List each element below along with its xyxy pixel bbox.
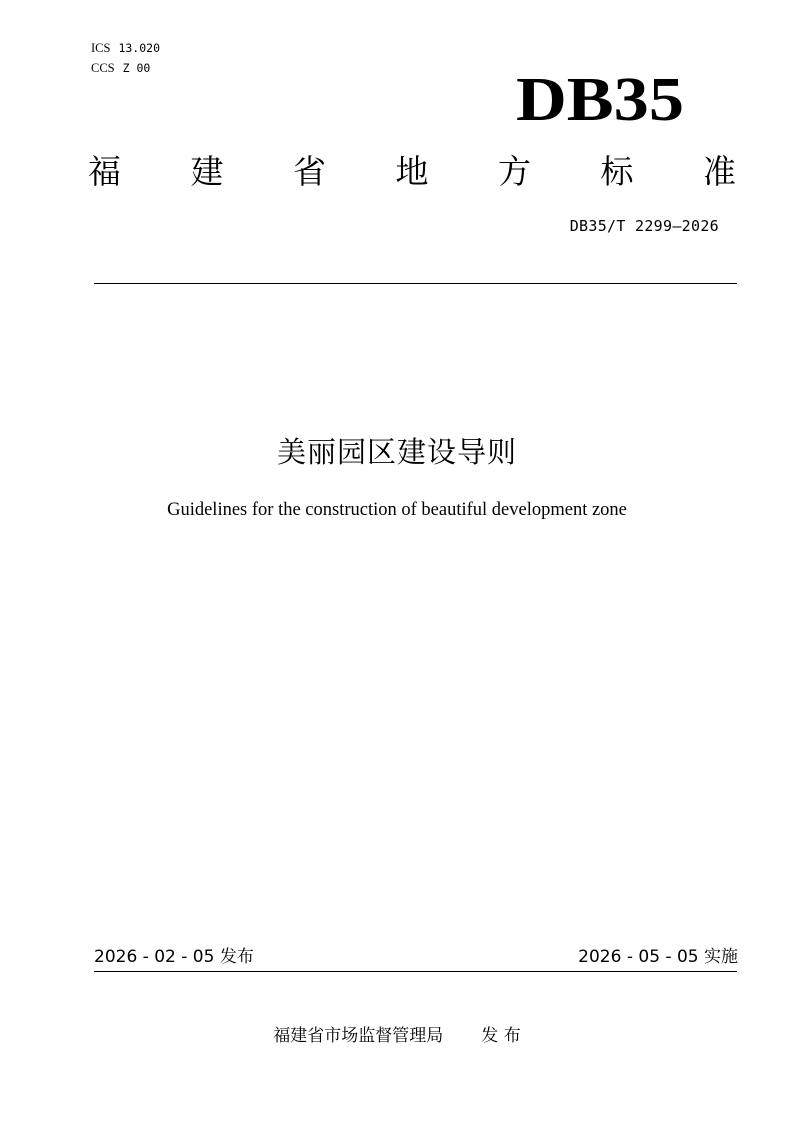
bottom-divider <box>94 971 737 972</box>
document-title-chinese: 美丽园区建设导则 <box>276 435 517 469</box>
issuer-line <box>0 1024 794 1048</box>
ics-row <box>91 38 160 58</box>
ics-value: 13.020 <box>118 41 160 55</box>
top-divider <box>94 283 737 284</box>
publish-date: 2026 - 02 - 05 发布 <box>94 947 254 967</box>
standard-type-char: 准 <box>703 152 736 191</box>
document-title-english: Guidelines for the construction of beautiful development zone <box>167 500 627 520</box>
standard-number: DB35/T 2299—2026 <box>569 217 719 235</box>
issuer-name: 福建省市场监督管理局 <box>273 1026 444 1046</box>
db35-logo <box>516 68 688 128</box>
ics-label: ICS <box>91 41 111 55</box>
logo-text: DB35 <box>516 68 684 128</box>
standard-type-char: 省 <box>293 152 326 191</box>
ccs-label: CCS <box>91 61 115 75</box>
ccs-row <box>91 58 160 78</box>
standard-type-char: 建 <box>190 152 224 191</box>
standard-type-heading <box>88 152 736 192</box>
classification-codes <box>91 38 160 78</box>
standard-type-char: 福 <box>88 152 121 191</box>
standard-type-char: 地 <box>395 152 429 191</box>
standard-type-char: 方 <box>498 152 531 191</box>
issuer-action: 发 布 <box>481 1026 521 1046</box>
standard-type-char: 标 <box>600 152 634 191</box>
implementation-date: 2026 - 05 - 05 实施 <box>578 947 738 967</box>
ccs-value: Z 00 <box>122 61 151 75</box>
